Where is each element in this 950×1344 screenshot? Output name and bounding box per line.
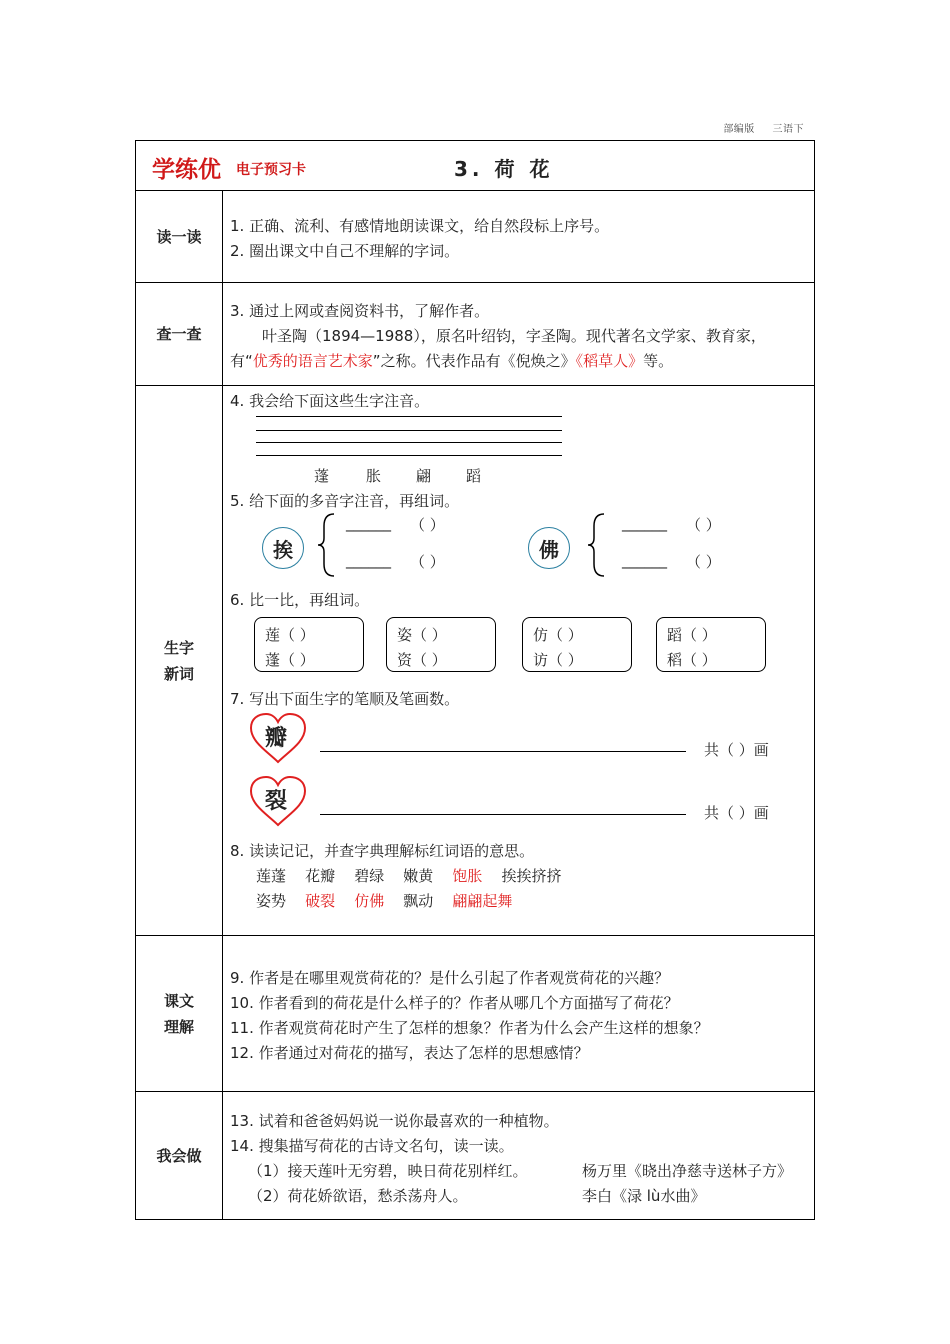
vocab-word-highlight: 饱胀: [452, 867, 483, 885]
answer-paren[interactable]: （ ）: [410, 516, 445, 534]
bio-text: 有“: [230, 352, 253, 370]
label-line: 新词: [163, 664, 194, 683]
task-9: 9. 作者是在哪里观赏荷花的？是什么引起了作者观赏荷花的兴趣？: [230, 969, 670, 987]
compare-box: [522, 617, 632, 672]
author-bio-line2: [230, 350, 673, 371]
vocab-word: 姿势: [256, 892, 287, 910]
compare-item[interactable]: 蹈（ ）: [667, 626, 717, 644]
task-2: 2. 圈出课文中自己不理解的字词。: [230, 242, 460, 260]
lesson-title: 3. 荷 花: [454, 157, 554, 181]
task-14: 14. 搜集描写荷花的古诗文名句，读一读。: [230, 1137, 514, 1155]
pinyin-char: 胀: [366, 467, 382, 485]
answer-paren[interactable]: （ ）: [686, 553, 721, 571]
poem-source: 李白《渌 lù水曲》: [582, 1187, 706, 1205]
compare-item[interactable]: 稻（ ）: [667, 651, 717, 669]
section-do: [136, 1092, 814, 1220]
task-8: 8. 读读记记，并查字典理解标红词语的意思。: [230, 842, 535, 860]
task-12: 12. 作者通过对荷花的描写，表达了怎样的思想感情？: [230, 1044, 589, 1062]
heart-frame: [248, 775, 308, 827]
task-7: 7. 写出下面生字的笔顺及笔画数。: [230, 690, 460, 708]
pinyin-line[interactable]: [256, 442, 562, 443]
section-label: [136, 386, 223, 935]
compare-box: [254, 617, 364, 672]
compare-item[interactable]: 资（ ）: [397, 651, 447, 669]
polyphone-circle: 挨: [262, 527, 304, 569]
polyphone-circle: 佛: [528, 527, 570, 569]
poem-source: 杨万里《晓出净慈寺送林子方》: [582, 1162, 793, 1180]
label-line: 生字: [163, 638, 194, 657]
answer-blank[interactable]: ______: [622, 551, 667, 569]
pinyin-line[interactable]: [256, 455, 562, 456]
left-brace-icon: [586, 512, 608, 578]
bio-highlight: 优秀的语言艺术家: [252, 352, 373, 370]
vocab-word: 飘动: [403, 892, 434, 910]
answer-paren[interactable]: （ ）: [410, 553, 445, 571]
task-13: 13. 试着和爸爸妈妈说一说你最喜欢的一种植物。: [230, 1112, 559, 1130]
stroke-order-line[interactable]: [320, 751, 686, 752]
task-5: 5. 给下面的多音字注音，再组词。: [230, 492, 460, 510]
stroke-count[interactable]: 共（ ）画: [704, 804, 769, 822]
section-label: [136, 936, 223, 1091]
stroke-char: 瓣: [264, 726, 287, 751]
task-3: 3. 通过上网或查阅资料书，了解作者。: [230, 302, 490, 320]
section-check: [136, 283, 814, 386]
stroke-count[interactable]: 共（ ）画: [704, 741, 769, 759]
label-line: 课文: [163, 991, 194, 1010]
vocab-word: 嫩黄: [403, 867, 434, 885]
bio-text: 等。: [643, 352, 674, 370]
vocab-word-highlight: 翩翩起舞: [452, 892, 513, 910]
section-label: 查一查: [136, 283, 223, 385]
card-subtitle: 电子预习卡: [236, 162, 306, 178]
section-label: 读一读: [136, 191, 223, 282]
grade-label: 三语下: [772, 124, 804, 135]
vocab-word: 挨挨挤挤: [501, 867, 562, 885]
section-understand: [136, 936, 814, 1092]
pinyin-char: 蓬: [314, 467, 330, 485]
compare-item[interactable]: 访（ ）: [533, 651, 583, 669]
vocab-word-highlight: 破裂: [305, 892, 336, 910]
compare-box: [656, 617, 766, 672]
compare-item[interactable]: 蓬（ ）: [265, 651, 315, 669]
vocab-word: 碧绿: [354, 867, 385, 885]
task-6: 6. 比一比，再组词。: [230, 591, 370, 609]
answer-blank[interactable]: ______: [622, 514, 667, 532]
poem-line: （1）接天莲叶无穷碧，映日荷花别样红。: [248, 1162, 528, 1180]
section-label: 我会做: [136, 1092, 223, 1220]
task-1: 1. 正确、流利、有感情地朗读课文，给自然段标上序号。: [230, 217, 610, 235]
stroke-order-line[interactable]: [320, 814, 686, 815]
section-words: [136, 386, 814, 936]
task-4: 4. 我会给下面这些生字注音。: [230, 392, 430, 410]
answer-blank[interactable]: ______: [346, 514, 391, 532]
answer-blank[interactable]: ______: [346, 551, 391, 569]
pinyin-char: 蹈: [466, 467, 482, 485]
vocab-row: [256, 890, 512, 911]
edition-label: 部编版: [723, 124, 755, 135]
bio-highlight: 《稻草人》: [575, 352, 644, 370]
answer-paren[interactable]: （ ）: [686, 516, 721, 534]
title-row: [136, 141, 814, 191]
pinyin-line[interactable]: [256, 430, 562, 431]
compare-item[interactable]: 莲（ ）: [265, 626, 315, 644]
heart-frame: [248, 712, 308, 764]
poem-line: （2）荷花娇欲语，愁杀荡舟人。: [248, 1187, 468, 1205]
author-bio-line1: 叶圣陶（1894—1988），原名叶绍钧，字圣陶。现代著名文学家、教育家，: [262, 327, 766, 345]
left-brace-icon: [316, 512, 338, 578]
bio-text: ”之称。代表作品有《倪焕之》: [372, 352, 576, 370]
compare-box: [386, 617, 496, 672]
vocab-row: [256, 865, 561, 886]
stroke-char: 裂: [264, 789, 287, 814]
task-11: 11. 作者观赏荷花时产生了怎样的想象？作者为什么会产生这样的想象？: [230, 1019, 709, 1037]
compare-item[interactable]: 仿（ ）: [533, 626, 583, 644]
vocab-word-highlight: 仿佛: [354, 892, 385, 910]
compare-item[interactable]: 姿（ ）: [397, 626, 447, 644]
preview-card: [135, 140, 815, 1220]
vocab-word: 花瓣: [305, 867, 336, 885]
page-header: [709, 120, 804, 135]
vocab-word: 莲蓬: [256, 867, 287, 885]
task-10: 10. 作者看到的荷花是什么样子的？作者从哪几个方面描写了荷花？: [230, 994, 679, 1012]
pinyin-char: 翩: [416, 467, 432, 485]
section-read: [136, 191, 814, 283]
brand-logo: 学练优: [152, 157, 221, 183]
label-line: 理解: [163, 1017, 194, 1036]
pinyin-line[interactable]: [256, 416, 562, 417]
